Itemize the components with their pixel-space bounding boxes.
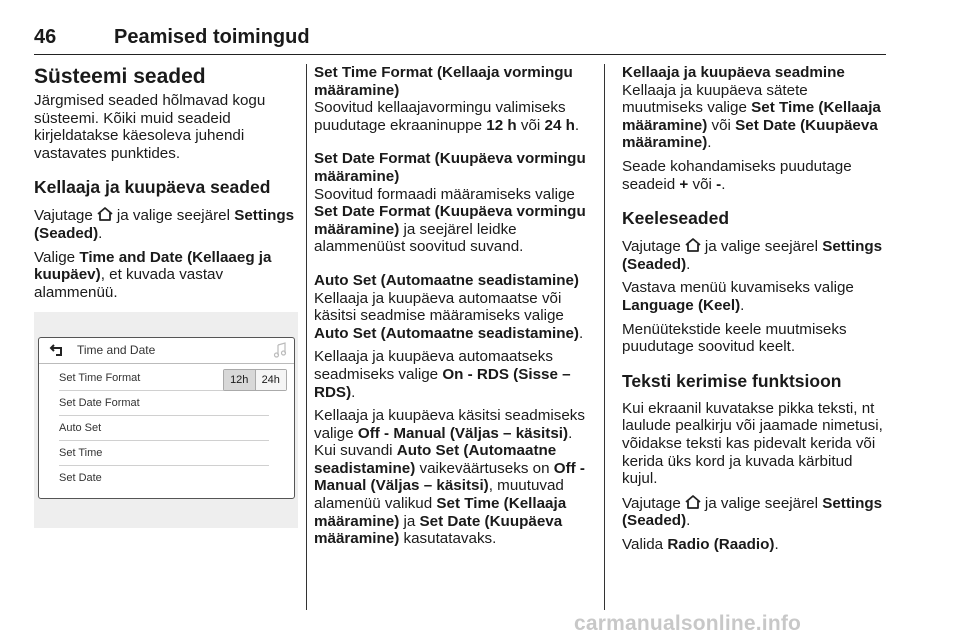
- paragraph: Valida Radio (Raadio).: [622, 535, 779, 553]
- screen-illustration: [34, 312, 298, 528]
- paragraph: Järgmised seaded hõlmavad kogu süsteemi. Kõiki muid seadeid kirjeldatakse käesoleva juhendi vastavates punktides.: [34, 92, 266, 162]
- column-3: [622, 64, 892, 559]
- menu-item-set-time[interactable]: Set Time: [59, 441, 269, 466]
- paragraph: Vajutage ja valige seejärel Settings (Seaded).: [622, 494, 883, 530]
- section-heading: Süsteemi seaded: [34, 65, 206, 88]
- column-divider: [604, 64, 605, 610]
- music-note-icon: [273, 342, 287, 358]
- paragraph: Kellaaja ja kuupäeva sätete muutmiseks valige Set Time (Kellaaja määramine) või Set Date (Kuupäeva määramine).: [622, 81, 881, 152]
- time-and-date-panel: [38, 337, 295, 499]
- subheading: Kellaaja ja kuupäeva seaded: [34, 177, 271, 198]
- paragraph: Seade kohandamiseks puudutage seadeid + või -.: [622, 157, 852, 193]
- page-number: 46: [34, 26, 57, 48]
- paragraph: Kellaaja ja kuupäeva käsitsi seadmiseks valige Off - Manual (Väljas – käsitsi). Kui suvandi Auto Set (Automaatne seadistamine) vaikeväärtuseks on Off - Manual (Väljas – käsitsi), muutuvad alamenüü valikud Set Time (Kellaaja määramine) ja Set Date (Kuupäeva määramine) kasutatavaks.: [314, 407, 585, 548]
- panel-title: Time and Date: [77, 343, 156, 357]
- menu-item-set-date-format[interactable]: Set Date Format: [59, 391, 269, 416]
- option-12h-button[interactable]: 12h: [224, 370, 255, 390]
- menu-item-set-time-format[interactable]: Set Time Format: [59, 366, 269, 391]
- subsection-title: Kellaaja ja kuupäeva seadmine: [622, 64, 845, 81]
- watermark: carmanualsonline.info: [574, 612, 802, 635]
- paragraph: Soovitud formaadi määramiseks valige Set Date Format (Kuupäeva vormingu määramine) ja seejärel leidke alammenüüst soovitud suvand.: [314, 185, 586, 256]
- paragraph: Kui ekraanil kuvatakse pikka teksti, nt laulude pealkirju või jaamade nimetusi, võidakse teksti kas pidevalt kerida või kerida üks kord ja kuvada kärbitud kujul.: [622, 399, 883, 488]
- menu-item-auto-set[interactable]: Auto Set: [59, 416, 269, 441]
- paragraph: Valige Time and Date (Kellaaeg ja kuupäev), et kuvada vastav alammenüü.: [34, 248, 272, 301]
- paragraph: Kellaaja ja kuupäeva automaatseks seadmiseks valige On - RDS (Sisse – RDS).: [314, 348, 571, 401]
- menu-item-set-date[interactable]: Set Date: [59, 472, 102, 484]
- page-header: [34, 26, 886, 55]
- time-format-toggle[interactable]: [223, 369, 287, 391]
- subsection-title: Set Date Format (Kuupäeva vormingu määramine): [314, 150, 586, 185]
- paragraph: Soovitud kellaajavormingu valimiseks puudutage ekraaninuppe 12 h või 24 h.: [314, 99, 580, 134]
- option-24h-button[interactable]: 24h: [255, 370, 287, 390]
- paragraph: Vajutage ja valige seejärel Settings (Seaded).: [622, 238, 883, 273]
- paragraph: Vajutage ja valige seejärel Settings (Seaded).: [34, 207, 295, 242]
- back-arrow-icon[interactable]: [49, 343, 65, 357]
- home-icon: [684, 237, 702, 253]
- home-icon: [684, 494, 702, 510]
- column-2: [314, 64, 596, 554]
- home-icon: [96, 206, 114, 222]
- paragraph: Vastava menüü kuvamiseks valige Language (Keel).: [622, 279, 854, 314]
- subsection-title: Set Time Format (Kellaaja vormingu määramine): [314, 64, 573, 99]
- subsection-title: Auto Set (Automaatne seadistamine): [314, 271, 579, 289]
- paragraph: Menüütekstide keele muutmiseks puudutage soovitud keelt.: [622, 320, 847, 356]
- subheading: Keeleseaded: [622, 208, 730, 229]
- paragraph: Kellaaja ja kuupäeva automaatse või käsitsi seadmise määramiseks valige Auto Set (Automaatne seadistamine).: [314, 289, 584, 342]
- panel-header: [39, 338, 294, 364]
- page-title: Peamised toimingud: [114, 26, 310, 48]
- column-divider: [306, 64, 307, 610]
- column-1: [34, 64, 302, 307]
- subheading: Teksti kerimise funktsioon: [622, 370, 842, 391]
